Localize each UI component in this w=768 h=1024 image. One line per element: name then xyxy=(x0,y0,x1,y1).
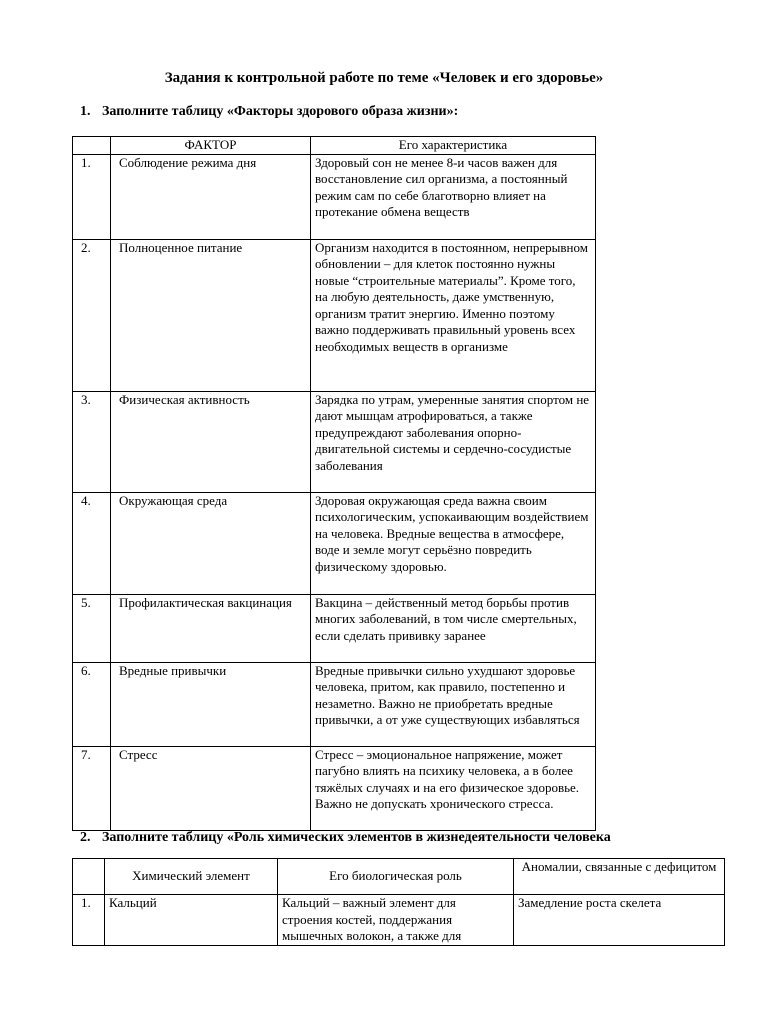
row-factor: Соблюдение режима дня xyxy=(111,154,311,239)
task2-heading xyxy=(80,830,611,846)
row-factor: Физическая активность xyxy=(111,391,311,492)
table-row xyxy=(73,492,596,594)
row-anomaly: Замедление роста скелета xyxy=(514,895,725,946)
table-row xyxy=(73,154,596,239)
row-number: 1. xyxy=(73,895,105,946)
row-characteristic: Здоровая окружающая среда важна своим психологическим, успокаивающим воздействием на человека. Вредные вещества в атмосфере, воде и земле могут серьёзно повредить физическому здоровью. xyxy=(311,492,596,594)
table-row xyxy=(73,594,596,662)
table-header-row xyxy=(73,859,725,895)
header-cell-role: Его биологическая роль xyxy=(278,859,514,895)
row-number: 4. xyxy=(73,492,111,594)
table-row xyxy=(73,662,596,746)
task2-number: 2. xyxy=(80,830,91,845)
row-number: 5. xyxy=(73,594,111,662)
table-row xyxy=(73,239,596,391)
row-number: 6. xyxy=(73,662,111,746)
row-factor: Профилактическая вакцинация xyxy=(111,594,311,662)
header-cell-anomaly: Аномалии, связанные с дефицитом xyxy=(514,859,725,895)
task2-text: Заполните таблицу «Роль химических элементов в жизнедеятельности человека xyxy=(102,830,611,845)
row-number: 1. xyxy=(73,154,111,239)
row-factor: Стресс xyxy=(111,746,311,830)
page-title: Задания к контрольной работе по теме «Человек и его здоровье» xyxy=(164,70,604,86)
header-cell-factor: ФАКТОР xyxy=(111,137,311,155)
row-characteristic: Организм находится в постоянном, непрерывном обновлении – для клеток постоянно нужны новые “строительные материалы”. Кроме того, на любую деятельность, даже умственную, организм тратит энергию. Именно поэтому важно поддерживать правильный уровень всех необходимых веществ в организме xyxy=(311,239,596,391)
row-characteristic: Зарядка по утрам, умеренные занятия спортом не дают мышцам атрофироваться, а также предупреждают заболевания опорно-двигательной системы и сердечно-сосудистые заболевания xyxy=(311,391,596,492)
header-cell-number xyxy=(73,859,105,895)
header-cell-characteristic: Его характеристика xyxy=(311,137,596,155)
header-cell-element: Химический элемент xyxy=(105,859,278,895)
row-factor: Полноценное питание xyxy=(111,239,311,391)
row-element: Кальций xyxy=(105,895,278,946)
table-header-row xyxy=(73,137,596,155)
task1-text: Заполните таблицу «Факторы здорового образа жизни»: xyxy=(102,104,459,119)
task1-number: 1. xyxy=(80,104,91,119)
factors-table xyxy=(72,136,596,831)
row-characteristic: Вредные привычки сильно ухудшают здоровье человека, притом, как правило, постепенно и незаметно. Важно не приобретать вредные привычки, а от уже существующих избавляться xyxy=(311,662,596,746)
row-characteristic: Здоровый сон не менее 8-и часов важен для восстановление сил организма, а постоянный режим сам по себе благотворно влияет на протекание обмена веществ xyxy=(311,154,596,239)
row-number: 7. xyxy=(73,746,111,830)
table-row xyxy=(73,391,596,492)
row-characteristic: Стресс – эмоциональное напряжение, может пагубно влиять на психику человека, а в более тяжёлых случаях и на его физическое здоровье. Важно не допускать хронического стресса. xyxy=(311,746,596,830)
row-number: 3. xyxy=(73,391,111,492)
table-row xyxy=(73,895,725,946)
row-number: 2. xyxy=(73,239,111,391)
row-factor: Вредные привычки xyxy=(111,662,311,746)
header-cell-number xyxy=(73,137,111,155)
task1-heading xyxy=(80,104,458,120)
row-role: Кальций – важный элемент для строения костей, поддержания мышечных волокон, а также для xyxy=(278,895,514,946)
elements-table xyxy=(72,858,725,946)
row-factor: Окружающая среда xyxy=(111,492,311,594)
table-row xyxy=(73,746,596,830)
row-characteristic: Вакцина – действенный метод борьбы против многих заболеваний, в том числе смертельных, если сделать прививку заранее xyxy=(311,594,596,662)
